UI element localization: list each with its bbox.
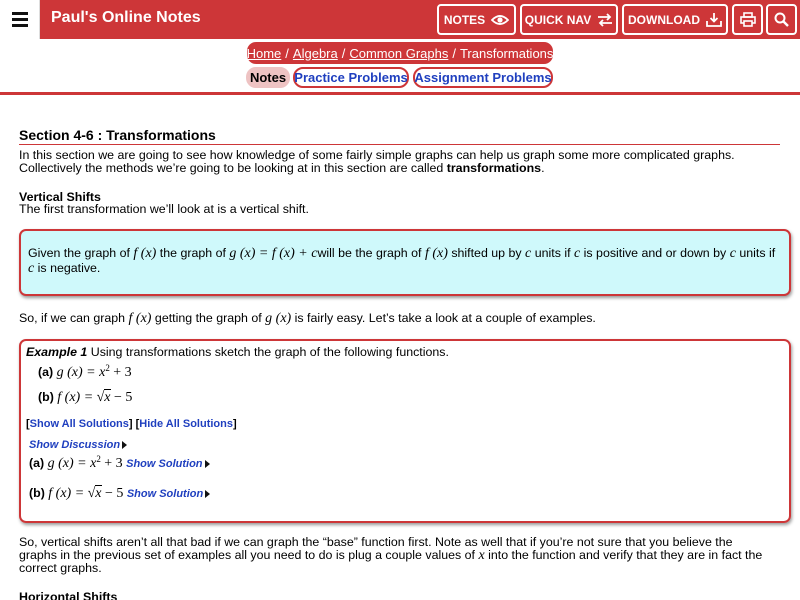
quick-nav-button-label: QUICK NAV bbox=[524, 12, 592, 27]
download-tray-icon bbox=[706, 12, 722, 27]
math-expression: f (x) bbox=[424, 246, 448, 261]
example-part-a bbox=[38, 363, 132, 381]
intro-line-1: In this section we are going to see how knowledge of some fairly simple graphs can help us graph some more complicated graphs. bbox=[19, 148, 735, 162]
breadcrumb-separator: / bbox=[285, 45, 289, 61]
show-discussion-link[interactable]: Show Discussion bbox=[29, 439, 121, 451]
fact-text: shifted up by bbox=[451, 246, 522, 260]
math-expression: f (x) bbox=[128, 311, 152, 326]
breadcrumb bbox=[247, 42, 553, 64]
header-divider bbox=[0, 92, 800, 95]
hide-all-solutions-link[interactable]: Hide All Solutions bbox=[139, 418, 233, 430]
bracket: ] [ bbox=[128, 418, 140, 430]
search-icon bbox=[774, 12, 789, 27]
breadcrumb-current: Transformations bbox=[459, 45, 554, 61]
para-text: graphs in the previous set of examples all you need to do is plug a couple values of bbox=[19, 548, 475, 562]
intro-end: . bbox=[541, 161, 545, 175]
fact-text: units if bbox=[739, 246, 776, 260]
solution-b-row bbox=[29, 486, 210, 502]
math-exponent: 2 bbox=[105, 363, 110, 373]
printer-icon bbox=[740, 12, 756, 27]
show-discussion-toggle[interactable] bbox=[29, 437, 127, 451]
fact-text: is positive and or down by bbox=[583, 246, 727, 260]
breadcrumb-algebra-link[interactable]: Algebra bbox=[292, 45, 338, 61]
math-expression: g (x) = x bbox=[47, 456, 97, 472]
math-expression: f (x) bbox=[133, 246, 157, 261]
math-variable: x bbox=[478, 548, 485, 563]
expand-triangle-icon bbox=[122, 441, 127, 449]
example-box bbox=[19, 339, 791, 523]
top-bar bbox=[0, 0, 800, 39]
math-expression: g (x) = f (x) + c bbox=[229, 246, 318, 261]
math-expression: + 3 bbox=[104, 456, 123, 472]
example-header bbox=[26, 345, 449, 359]
math-expression: + 3 bbox=[113, 365, 132, 381]
part-label: (a) bbox=[38, 365, 54, 380]
expand-triangle-icon bbox=[205, 460, 210, 468]
notes-button[interactable] bbox=[437, 4, 516, 35]
math-variable: c bbox=[525, 246, 532, 261]
fact-text: units if bbox=[534, 246, 571, 260]
fact-box bbox=[19, 229, 791, 296]
hamburger-icon bbox=[12, 12, 28, 15]
show-all-solutions-link[interactable]: Show All Solutions bbox=[29, 418, 129, 430]
menu-button[interactable] bbox=[0, 0, 40, 39]
intro-text: Collectively the methods we’re going to be looking at in this section are called bbox=[19, 161, 444, 175]
sqrt-sign: √ bbox=[87, 486, 96, 501]
breadcrumb-common-graphs-link[interactable]: Common Graphs bbox=[349, 45, 449, 61]
closing-paragraph bbox=[19, 536, 779, 575]
math-radicand: x bbox=[95, 486, 102, 501]
para-text: So, if we can graph bbox=[19, 311, 126, 325]
math-exponent: 2 bbox=[96, 454, 101, 464]
after-fact-paragraph bbox=[19, 312, 779, 325]
math-expression: − 5 bbox=[104, 486, 124, 501]
math-expression: g (x) = x bbox=[56, 365, 106, 381]
part-label: (a) bbox=[29, 456, 45, 471]
math-variable: c bbox=[28, 261, 35, 276]
bracket: ] bbox=[232, 418, 237, 430]
hamburger-icon bbox=[12, 18, 28, 21]
part-label: (b) bbox=[29, 486, 45, 500]
page-title: Section 4-6 : Transformations bbox=[19, 127, 216, 143]
quick-nav-button[interactable] bbox=[520, 4, 618, 35]
closing-line-2 bbox=[19, 549, 779, 562]
solution-a-row bbox=[29, 454, 210, 472]
intro-paragraph bbox=[19, 149, 779, 175]
expand-triangle-icon bbox=[205, 490, 210, 498]
closing-line-1: So, vertical shifts aren’t all that bad if we can graph the “base” function first. Note as well that if you’re not sure that you believe the bbox=[19, 535, 733, 549]
hamburger-icon bbox=[12, 24, 28, 27]
vertical-shifts-heading: Vertical Shifts bbox=[19, 190, 101, 204]
fact-text: will be the graph of bbox=[317, 246, 422, 260]
math-expression: g (x) bbox=[265, 311, 292, 326]
tab-practice-problems[interactable]: Practice Problems bbox=[293, 67, 409, 88]
intro-bold-term: transformations bbox=[446, 161, 542, 175]
breadcrumb-home-link[interactable]: Home bbox=[246, 45, 282, 61]
tab-notes[interactable]: Notes bbox=[246, 67, 290, 88]
example-text: Using transformations sketch the graph of the following functions. bbox=[90, 345, 449, 359]
intro-line-2 bbox=[19, 162, 779, 175]
math-expression: f (x) = bbox=[57, 390, 94, 405]
sqrt-sign: √ bbox=[96, 390, 105, 405]
example-label: Example 1 bbox=[26, 345, 88, 359]
fact-text: the graph of bbox=[159, 246, 226, 260]
para-text: is fairly easy. Let’s take a look at a couple of examples. bbox=[294, 311, 596, 325]
math-variable: c bbox=[573, 246, 581, 261]
show-solution-b-link[interactable]: Show Solution bbox=[126, 488, 204, 500]
vertical-shifts-intro: The first transformation we’ll look at is a vertical shift. bbox=[19, 202, 309, 216]
notes-button-label: NOTES bbox=[443, 12, 486, 27]
para-text: into the function and verify that they are in fact the bbox=[488, 548, 763, 562]
download-button-label: DOWNLOAD bbox=[628, 12, 700, 27]
eye-icon bbox=[491, 14, 509, 26]
site-title[interactable]: Paul's Online Notes bbox=[51, 9, 201, 26]
bracket: [ bbox=[26, 418, 30, 430]
breadcrumb-separator: / bbox=[341, 45, 346, 61]
show-solution-a-link[interactable]: Show Solution bbox=[126, 458, 203, 471]
math-expression: − 5 bbox=[113, 390, 133, 405]
solution-controls bbox=[26, 416, 237, 430]
math-variable: c bbox=[729, 246, 736, 261]
fact-text: Given the graph of bbox=[28, 246, 130, 260]
horizontal-shifts-heading: Horizontal Shifts bbox=[19, 590, 118, 600]
download-button[interactable] bbox=[622, 4, 728, 35]
swap-arrows-icon bbox=[597, 13, 613, 27]
fact-text: is negative. bbox=[37, 261, 101, 275]
breadcrumb-separator: / bbox=[452, 45, 456, 61]
math-expression: f (x) = bbox=[48, 486, 85, 501]
example-part-b bbox=[38, 390, 132, 406]
print-button[interactable] bbox=[732, 4, 763, 35]
closing-line-3: correct graphs. bbox=[19, 561, 102, 575]
para-text: getting the graph of bbox=[154, 311, 262, 325]
math-radicand: x bbox=[104, 390, 111, 405]
tab-assignment-problems[interactable]: Assignment Problems bbox=[413, 67, 553, 88]
search-button[interactable] bbox=[766, 4, 797, 35]
part-label: (b) bbox=[38, 390, 54, 404]
title-underline bbox=[19, 144, 780, 145]
